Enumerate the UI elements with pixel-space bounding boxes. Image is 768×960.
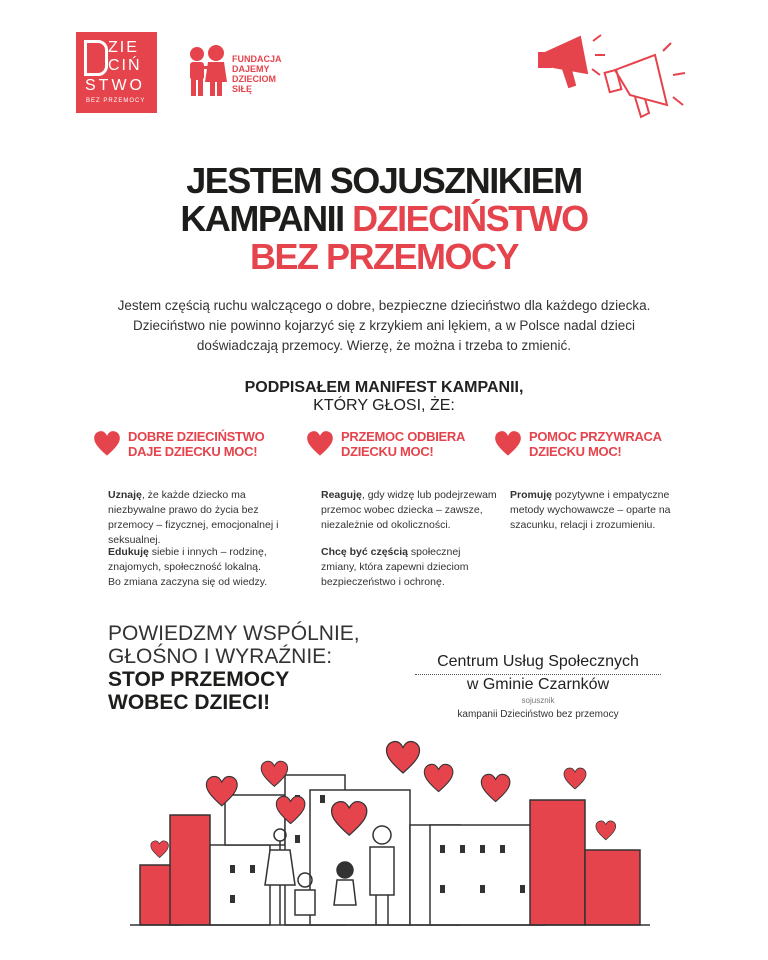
pledge-text: Chcę być częścią społecznej zmiany, która zapewni dzieciom bezpieczeństwo i ochronę.	[321, 546, 469, 588]
manifest-heading	[0, 379, 768, 415]
manifest-subheading: KTÓRY GŁOSI, ŻE:	[313, 397, 455, 414]
intro-line: Jestem częścią ruchu walczącego o dobre, bezpieczne dzieciństwo dla każdego dziecka.	[117, 298, 651, 313]
foundation-text: SIŁĘ	[232, 84, 253, 94]
title-text: KAMPANII	[180, 198, 353, 239]
ally-name-line: w Gminie Czarnków	[466, 676, 610, 693]
slogan-line: GŁOŚNO I WYRAŹNIE:	[108, 645, 333, 668]
ally-organization	[415, 652, 661, 721]
title-line: JESTEM SOJUSZNIKIEM	[186, 160, 582, 201]
logo-text: CIŃ	[108, 57, 142, 74]
foundation-text: FUNDACJA	[232, 54, 282, 64]
campaign-logo	[76, 32, 157, 113]
title-line: BEZ PRZEMOCY	[249, 236, 518, 277]
ally-campaign: kampanii Dzieciństwo bez przemocy	[457, 709, 619, 720]
title-line	[0, 200, 768, 238]
heart-icon	[306, 430, 334, 458]
foundation-logo-text	[232, 54, 282, 94]
pledge-text: Reaguję, gdy widzę lub podejrzewam przemoc wobec dziecka – zawsze, niezależnie od okoliczności.	[321, 489, 497, 531]
principle-heading-2: PRZEMOC ODBIERA DZIECKU MOC!	[341, 429, 466, 459]
megaphone-icons	[535, 25, 700, 125]
principle-heading-1: DOBRE DZIECIŃSTWO DAJE DZIECKU MOC!	[128, 429, 265, 459]
pledge-text: Promuję pozytywne i empatyczne metody wychowawcze – oparte na szacunku, relacji i zrozumieniu.	[510, 489, 671, 531]
children-icon	[186, 44, 228, 100]
ally-label: sojusznik	[521, 696, 555, 705]
intro-paragraph	[84, 296, 684, 356]
title-text-red: DZIECIŃSTWO	[352, 198, 588, 239]
principle-heading-3: POMOC PRZYWRACA DZIECKU MOC!	[529, 429, 662, 459]
foundation-text: DAJEMY	[232, 64, 270, 74]
slogan-line: POWIEDZMY WSPÓLNIE,	[108, 622, 360, 645]
ally-name-line: Centrum Usług Społecznych	[437, 653, 639, 670]
slogan-line: STOP PRZEMOCY	[108, 668, 290, 691]
stop-violence-slogan	[108, 622, 360, 714]
heart-icon	[494, 430, 522, 458]
page-title	[0, 162, 768, 276]
logo-text: STWO	[85, 77, 145, 94]
slogan-line: WOBEC DZIECI!	[108, 691, 271, 714]
manifest-heading-text: PODPISAŁEM MANIFEST KAMPANII,	[244, 379, 524, 396]
logo-text: BEZ PRZEMOCY	[86, 98, 146, 104]
foundation-text: DZIECIOM	[232, 74, 276, 84]
pledge-text: Edukuję siebie i innych – rodzinę, znajomych, społeczność lokalną. Bo zmiana zaczyna się od wiedzy.	[108, 546, 268, 588]
heart-icon	[93, 430, 121, 458]
logo-text: ZIE	[108, 39, 139, 56]
pledge-text: Uznaję, że każde dziecko ma niezbywalne prawo do życia bez przemocy – fizycznej, emocjonalnej i seksualnej.	[108, 489, 279, 546]
intro-line: doświadczają przemocy. Wierzę, że można i trzeba to zmienić.	[196, 338, 572, 353]
city-hearts-illustration	[130, 735, 650, 935]
logo-d-mark	[84, 40, 108, 76]
intro-line: Dzieciństwo nie powinno kojarzyć się z krzykiem ani lękiem, a w Polsce nadal dzieci	[133, 318, 635, 333]
